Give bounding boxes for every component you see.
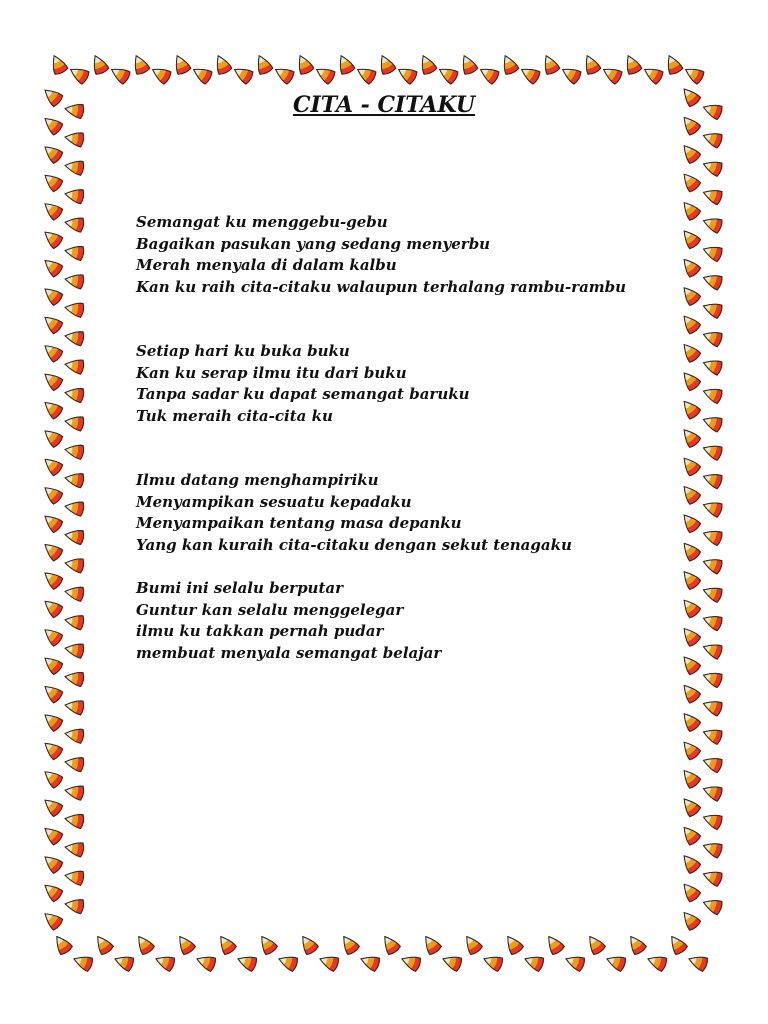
- poem-line: membuat menyala semangat belajar: [136, 643, 442, 662]
- candy-corn-icon: [64, 727, 85, 744]
- candy-corn-icon: [436, 63, 459, 84]
- candy-corn-icon: [41, 511, 64, 534]
- candy-corn-icon: [41, 908, 64, 931]
- stanza-1: [136, 212, 696, 298]
- candy-corn-icon: [41, 539, 64, 562]
- candy-corn-icon: [584, 933, 606, 956]
- candy-corn-icon: [701, 782, 723, 801]
- candy-corn-icon: [679, 823, 702, 846]
- candy-corn-icon: [461, 933, 483, 956]
- poem-line: Yang kan kuraih cita-citaku dengan sekut tenagaku: [136, 535, 572, 554]
- candy-corn-icon: [64, 783, 85, 800]
- candy-corn-icon: [543, 933, 565, 956]
- candy-corn-icon: [313, 63, 336, 84]
- candy-corn-icon: [72, 952, 94, 971]
- candy-corn-icon: [646, 952, 668, 971]
- candy-corn-icon: [41, 170, 64, 193]
- candy-corn-icon: [41, 624, 64, 647]
- candy-corn-icon: [701, 697, 723, 716]
- candy-corn-icon: [641, 63, 664, 84]
- candy-corn-icon: [41, 227, 64, 250]
- candy-corn-icon: [605, 952, 627, 971]
- candy-corn-icon: [679, 709, 702, 732]
- poem-line: Merah menyala di dalam kalbu: [136, 256, 397, 274]
- candy-corn-icon: [277, 952, 299, 971]
- candy-corn-icon: [701, 214, 723, 233]
- candy-corn-icon: [666, 933, 688, 956]
- candy-corn-icon: [379, 933, 401, 956]
- candy-corn-icon: [41, 142, 64, 165]
- candy-corn-icon: [64, 357, 85, 374]
- candy-corn-icon: [622, 53, 643, 76]
- candy-corn-icon: [701, 356, 723, 375]
- candy-corn-icon: [540, 53, 561, 76]
- poem-line: Bumi ini selalu berputar: [136, 579, 344, 597]
- candy-corn-icon: [64, 897, 85, 914]
- candy-corn-icon: [400, 952, 422, 971]
- candy-corn-icon: [64, 812, 85, 829]
- candy-corn-icon: [581, 53, 602, 76]
- candy-corn-icon: [318, 952, 340, 971]
- candy-corn-icon: [64, 187, 85, 204]
- candy-corn-icon: [297, 933, 319, 956]
- candy-corn-icon: [64, 670, 85, 687]
- candy-corn-icon: [149, 63, 172, 84]
- candy-corn-icon: [41, 596, 64, 619]
- candy-corn-icon: [64, 641, 85, 658]
- candy-corn-icon: [41, 369, 64, 392]
- candy-corn-icon: [64, 556, 85, 573]
- candy-corn-icon: [679, 766, 702, 789]
- candy-corn-icon: [679, 738, 702, 761]
- candy-corn-icon: [41, 397, 64, 420]
- candy-corn-icon: [600, 63, 623, 84]
- candy-corn-icon: [64, 414, 85, 431]
- candy-corn-icon: [679, 908, 702, 931]
- candy-corn-icon: [64, 869, 85, 886]
- candy-corn-icon: [41, 823, 64, 846]
- candy-corn-icon: [64, 528, 85, 545]
- candy-corn-icon: [701, 328, 723, 347]
- candy-corn-icon: [190, 63, 213, 84]
- poem-line: Guntur kan selalu menggelegar: [136, 600, 404, 619]
- candy-corn-icon: [41, 255, 64, 278]
- candy-corn-icon: [679, 681, 702, 704]
- candy-corn-icon: [174, 933, 196, 956]
- candy-corn-icon: [625, 933, 647, 956]
- candy-corn-icon: [502, 933, 524, 956]
- poem-line: Menyampaikan tentang masa depanku: [136, 514, 462, 532]
- candy-corn-icon: [171, 53, 192, 76]
- poem-line: Ilmu datang menghampiriku: [136, 471, 379, 489]
- candy-corn-icon: [41, 568, 64, 591]
- poem-line: Semangat ku menggebu-gebu: [136, 213, 388, 231]
- candy-corn-icon: [420, 933, 442, 956]
- candy-corn-icon: [130, 53, 151, 76]
- candy-corn-icon: [64, 329, 85, 346]
- candy-corn-icon: [41, 482, 64, 505]
- candy-corn-icon: [64, 471, 85, 488]
- candy-corn-icon: [272, 63, 295, 84]
- candy-corn-icon: [679, 851, 702, 874]
- poem-line: Tanpa sadar ku dapat semangat baruku: [136, 385, 470, 403]
- poem-line: Setiap hari ku buka buku: [136, 342, 350, 360]
- candy-corn-icon: [256, 933, 278, 956]
- candy-corn-icon: [41, 738, 64, 761]
- candy-corn-icon: [679, 795, 702, 818]
- stanza-3: [136, 470, 696, 556]
- candy-corn-icon: [701, 470, 723, 489]
- candy-corn-icon: [701, 129, 723, 148]
- candy-corn-icon: [67, 63, 90, 84]
- candy-corn-icon: [41, 426, 64, 449]
- candy-corn-icon: [64, 244, 85, 261]
- candy-corn-icon: [701, 725, 723, 744]
- candy-corn-icon: [701, 527, 723, 546]
- candy-corn-icon: [701, 612, 723, 631]
- candy-corn-icon: [231, 63, 254, 84]
- candy-corn-icon: [64, 499, 85, 516]
- candy-corn-icon: [64, 386, 85, 403]
- candy-corn-icon: [518, 63, 541, 84]
- candy-corn-icon: [48, 53, 69, 76]
- candy-corn-icon: [458, 53, 479, 76]
- stanza-2: [136, 341, 696, 427]
- candy-corn-icon: [701, 299, 723, 318]
- candy-corn-icon: [701, 413, 723, 432]
- candy-corn-icon: [679, 170, 702, 193]
- candy-corn-icon: [64, 840, 85, 857]
- candy-corn-icon: [41, 880, 64, 903]
- candy-corn-icon: [701, 839, 723, 858]
- candy-corn-icon: [701, 498, 723, 517]
- candy-corn-icon: [564, 952, 586, 971]
- candy-corn-icon: [64, 301, 85, 318]
- candy-corn-icon: [679, 880, 702, 903]
- candy-corn-icon: [417, 53, 438, 76]
- candy-corn-icon: [236, 952, 258, 971]
- candy-corn-icon: [64, 613, 85, 630]
- candy-corn-icon: [701, 669, 723, 688]
- candy-corn-icon: [64, 755, 85, 772]
- stanza-4: [136, 578, 696, 664]
- poem-line: Tuk meraih cita-cita ku: [136, 406, 333, 425]
- poem-body: [136, 212, 696, 664]
- candy-corn-icon: [253, 53, 274, 76]
- candy-corn-icon: [64, 215, 85, 232]
- candy-corn-icon: [687, 952, 709, 971]
- candy-corn-icon: [559, 63, 582, 84]
- candy-corn-icon: [523, 952, 545, 971]
- candy-corn-icon: [499, 53, 520, 76]
- candy-corn-icon: [64, 159, 85, 176]
- candy-corn-icon: [41, 284, 64, 307]
- candy-corn-icon: [701, 555, 723, 574]
- candy-corn-icon: [41, 340, 64, 363]
- candy-corn-icon: [133, 933, 155, 956]
- candy-corn-icon: [395, 63, 418, 84]
- candy-corn-icon: [441, 952, 463, 971]
- candy-corn-icon: [64, 585, 85, 602]
- poem-line: Kan ku raih cita-citaku walaupun terhalang rambu-rambu: [136, 277, 627, 296]
- candy-corn-icon: [701, 271, 723, 290]
- candy-corn-icon: [701, 640, 723, 659]
- poem-line: ilmu ku takkan pernah pudar: [136, 622, 384, 640]
- candy-corn-icon: [701, 896, 723, 915]
- candy-corn-icon: [701, 243, 723, 262]
- candy-corn-icon: [335, 53, 356, 76]
- candy-corn-icon: [195, 952, 217, 971]
- candy-corn-icon: [215, 933, 237, 956]
- candy-corn-icon: [701, 157, 723, 176]
- candy-corn-icon: [701, 811, 723, 830]
- candy-corn-icon: [701, 186, 723, 205]
- candy-corn-icon: [64, 443, 85, 460]
- candy-corn-icon: [89, 53, 110, 76]
- candy-corn-icon: [212, 53, 233, 76]
- candy-corn-icon: [41, 198, 64, 221]
- candy-corn-icon: [41, 852, 64, 875]
- poem-line: Bagaikan pasukan yang sedang menyerbu: [136, 234, 491, 253]
- candy-corn-icon: [41, 653, 64, 676]
- poem-line: Kan ku serap ilmu itu dari buku: [136, 363, 407, 382]
- candy-corn-icon: [154, 952, 176, 971]
- candy-corn-icon: [682, 63, 705, 84]
- candy-corn-icon: [482, 952, 504, 971]
- candy-corn-icon: [663, 53, 684, 76]
- candy-corn-icon: [108, 63, 131, 84]
- candy-corn-icon: [376, 53, 397, 76]
- candy-corn-icon: [41, 681, 64, 704]
- candy-corn-icon: [294, 53, 315, 76]
- poem-line: Menyampikan sesuatu kepadaku: [136, 492, 412, 511]
- candy-corn-icon: [41, 710, 64, 733]
- candy-corn-icon: [41, 454, 64, 477]
- candy-corn-icon: [338, 933, 360, 956]
- candy-corn-icon: [701, 385, 723, 404]
- candy-corn-icon: [477, 63, 500, 84]
- candy-corn-icon: [359, 952, 381, 971]
- candy-corn-icon: [41, 795, 64, 818]
- candy-corn-icon: [64, 272, 85, 289]
- candy-corn-icon: [41, 312, 64, 335]
- candy-corn-icon: [701, 583, 723, 602]
- candy-corn-icon: [701, 754, 723, 773]
- candy-corn-icon: [51, 933, 73, 956]
- candy-corn-icon: [113, 952, 135, 971]
- candy-corn-icon: [64, 130, 85, 147]
- candy-corn-icon: [92, 933, 114, 956]
- candy-corn-icon: [354, 63, 377, 84]
- candy-corn-icon: [701, 441, 723, 460]
- candy-corn-icon: [41, 766, 64, 789]
- candy-corn-icon: [679, 141, 702, 164]
- candy-corn-icon: [64, 698, 85, 715]
- candy-corn-icon: [701, 867, 723, 886]
- poem-title: CITA - CITAKU: [292, 92, 476, 118]
